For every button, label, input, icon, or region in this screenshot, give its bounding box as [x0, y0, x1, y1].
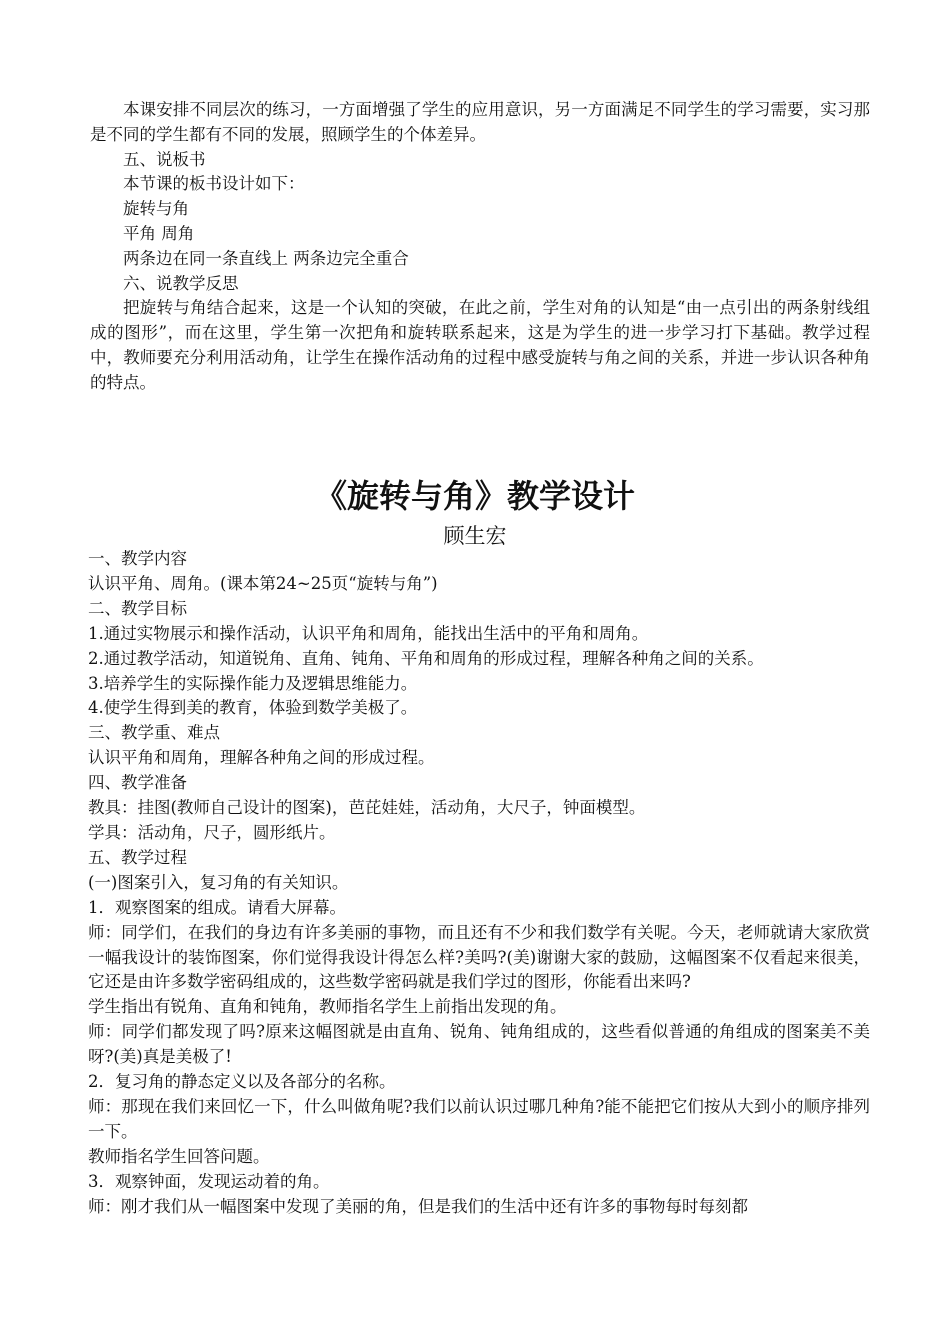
paragraph: 认识平角、周角。(课本第24~25页“旋转与角”): [88, 573, 438, 593]
section-heading: 二、教学目标: [88, 598, 187, 618]
paragraph: 师：同学们都发现了吗?原来这幅图就是由直角、锐角、钝角组成的，这些看似普通的角组成的图案美不美呀?(美)真是美极了!: [88, 1022, 870, 1067]
author-name: 顾生宏: [443, 524, 507, 548]
paragraph: 学具：活动角，尺子，圆形纸片。: [88, 822, 336, 842]
paragraph: 本节课的板书设计如下：: [123, 174, 305, 194]
paragraph: 教具：挂图(教师自己设计的图案)，芭芘娃娃，活动角，大尺子，钟面模型。: [88, 798, 646, 818]
section-heading: 五、说板书: [123, 149, 206, 169]
list-item: 1.通过实物展示和操作活动，认识平角和周角，能找出生活中的平角和周角。: [88, 623, 649, 643]
list-item: 3.培养学生的实际操作能力及逻辑思维能力。: [88, 673, 418, 693]
section-heading: 三、教学重、难点: [88, 723, 220, 743]
lesson-talk-section: [90, 98, 870, 396]
list-item: 2.通过教学活动，知道锐角、直角、钝角、平角和周角的形成过程，理解各种角之间的关系。: [88, 648, 764, 668]
paragraph: 师：同学们，在我们的身边有许多美丽的事物，而且还有不少和我们数学有关呢。今天，老师就请大家欣赏一幅我设计的装饰图案，你们觉得我设计得怎么样?美吗?(美)谢谢大家的鼓励，这幅图案不仅看起来很美，它还是由许多数学密码组成的，这些数学密码就是我们学过的图形，你能看出来吗?: [88, 922, 870, 992]
board-line: 两条边在同一条直线上 两条边完全重合: [123, 248, 409, 268]
document-title: 《旋转与角》教学设计: [314, 477, 635, 515]
paragraph: 师：刚才我们从一幅图案中发现了美丽的角，但是我们的生活中还有许多的事物每时每刻都: [88, 1196, 748, 1216]
paragraph: 把旋转与角结合起来，这是一个认知的突破，在此之前，学生对角的认知是“由一点引出的两条射线组成的图形”，而在这里，学生第一次把角和旋转联系起来，这是为学生的进一步学习打下基础。教学过程中，教师要充分利用活动角，让学生在操作活动角的过程中感受旋转与角之间的关系，并进一步认识各种角的特点。: [90, 298, 870, 392]
subsection-heading: (一)图案引入，复习角的有关知识。: [88, 872, 349, 892]
board-line: 旋转与角: [123, 199, 189, 219]
paragraph: 本课安排不同层次的练习，一方面增强了学生的应用意识，另一方面满足不同学生的学习需要，实习那是不同的学生都有不同的发展，照顾学生的个体差异。: [90, 100, 870, 144]
board-line: 平角 周角: [123, 223, 195, 243]
section-heading: 六、说教学反思: [123, 273, 239, 293]
paragraph: 师：那现在我们来回忆一下，什么叫做角呢?我们以前认识过哪几种角?能不能把它们按从大到小的顺序排列一下。: [88, 1096, 870, 1141]
teaching-design-section: [88, 547, 870, 1219]
paragraph: 认识平角和周角，理解各种角之间的形成过程。: [88, 748, 435, 768]
paragraph: 教师指名学生回答问题。: [88, 1146, 270, 1166]
step-heading: 2．复习角的静态定义以及各部分的名称。: [88, 1072, 396, 1092]
section-heading: 四、教学准备: [88, 773, 187, 793]
step-heading: 3．观察钟面，发现运动着的角。: [88, 1171, 330, 1191]
paragraph: 学生指出有锐角、直角和钝角，教师指名学生上前指出发现的角。: [88, 997, 567, 1017]
section-heading: 一、教学内容: [88, 549, 187, 568]
step-heading: 1．观察图案的组成。请看大屏幕。: [88, 897, 346, 917]
section-heading: 五、教学过程: [88, 847, 187, 867]
list-item: 4.使学生得到美的教育，体验到数学美极了。: [88, 698, 418, 718]
